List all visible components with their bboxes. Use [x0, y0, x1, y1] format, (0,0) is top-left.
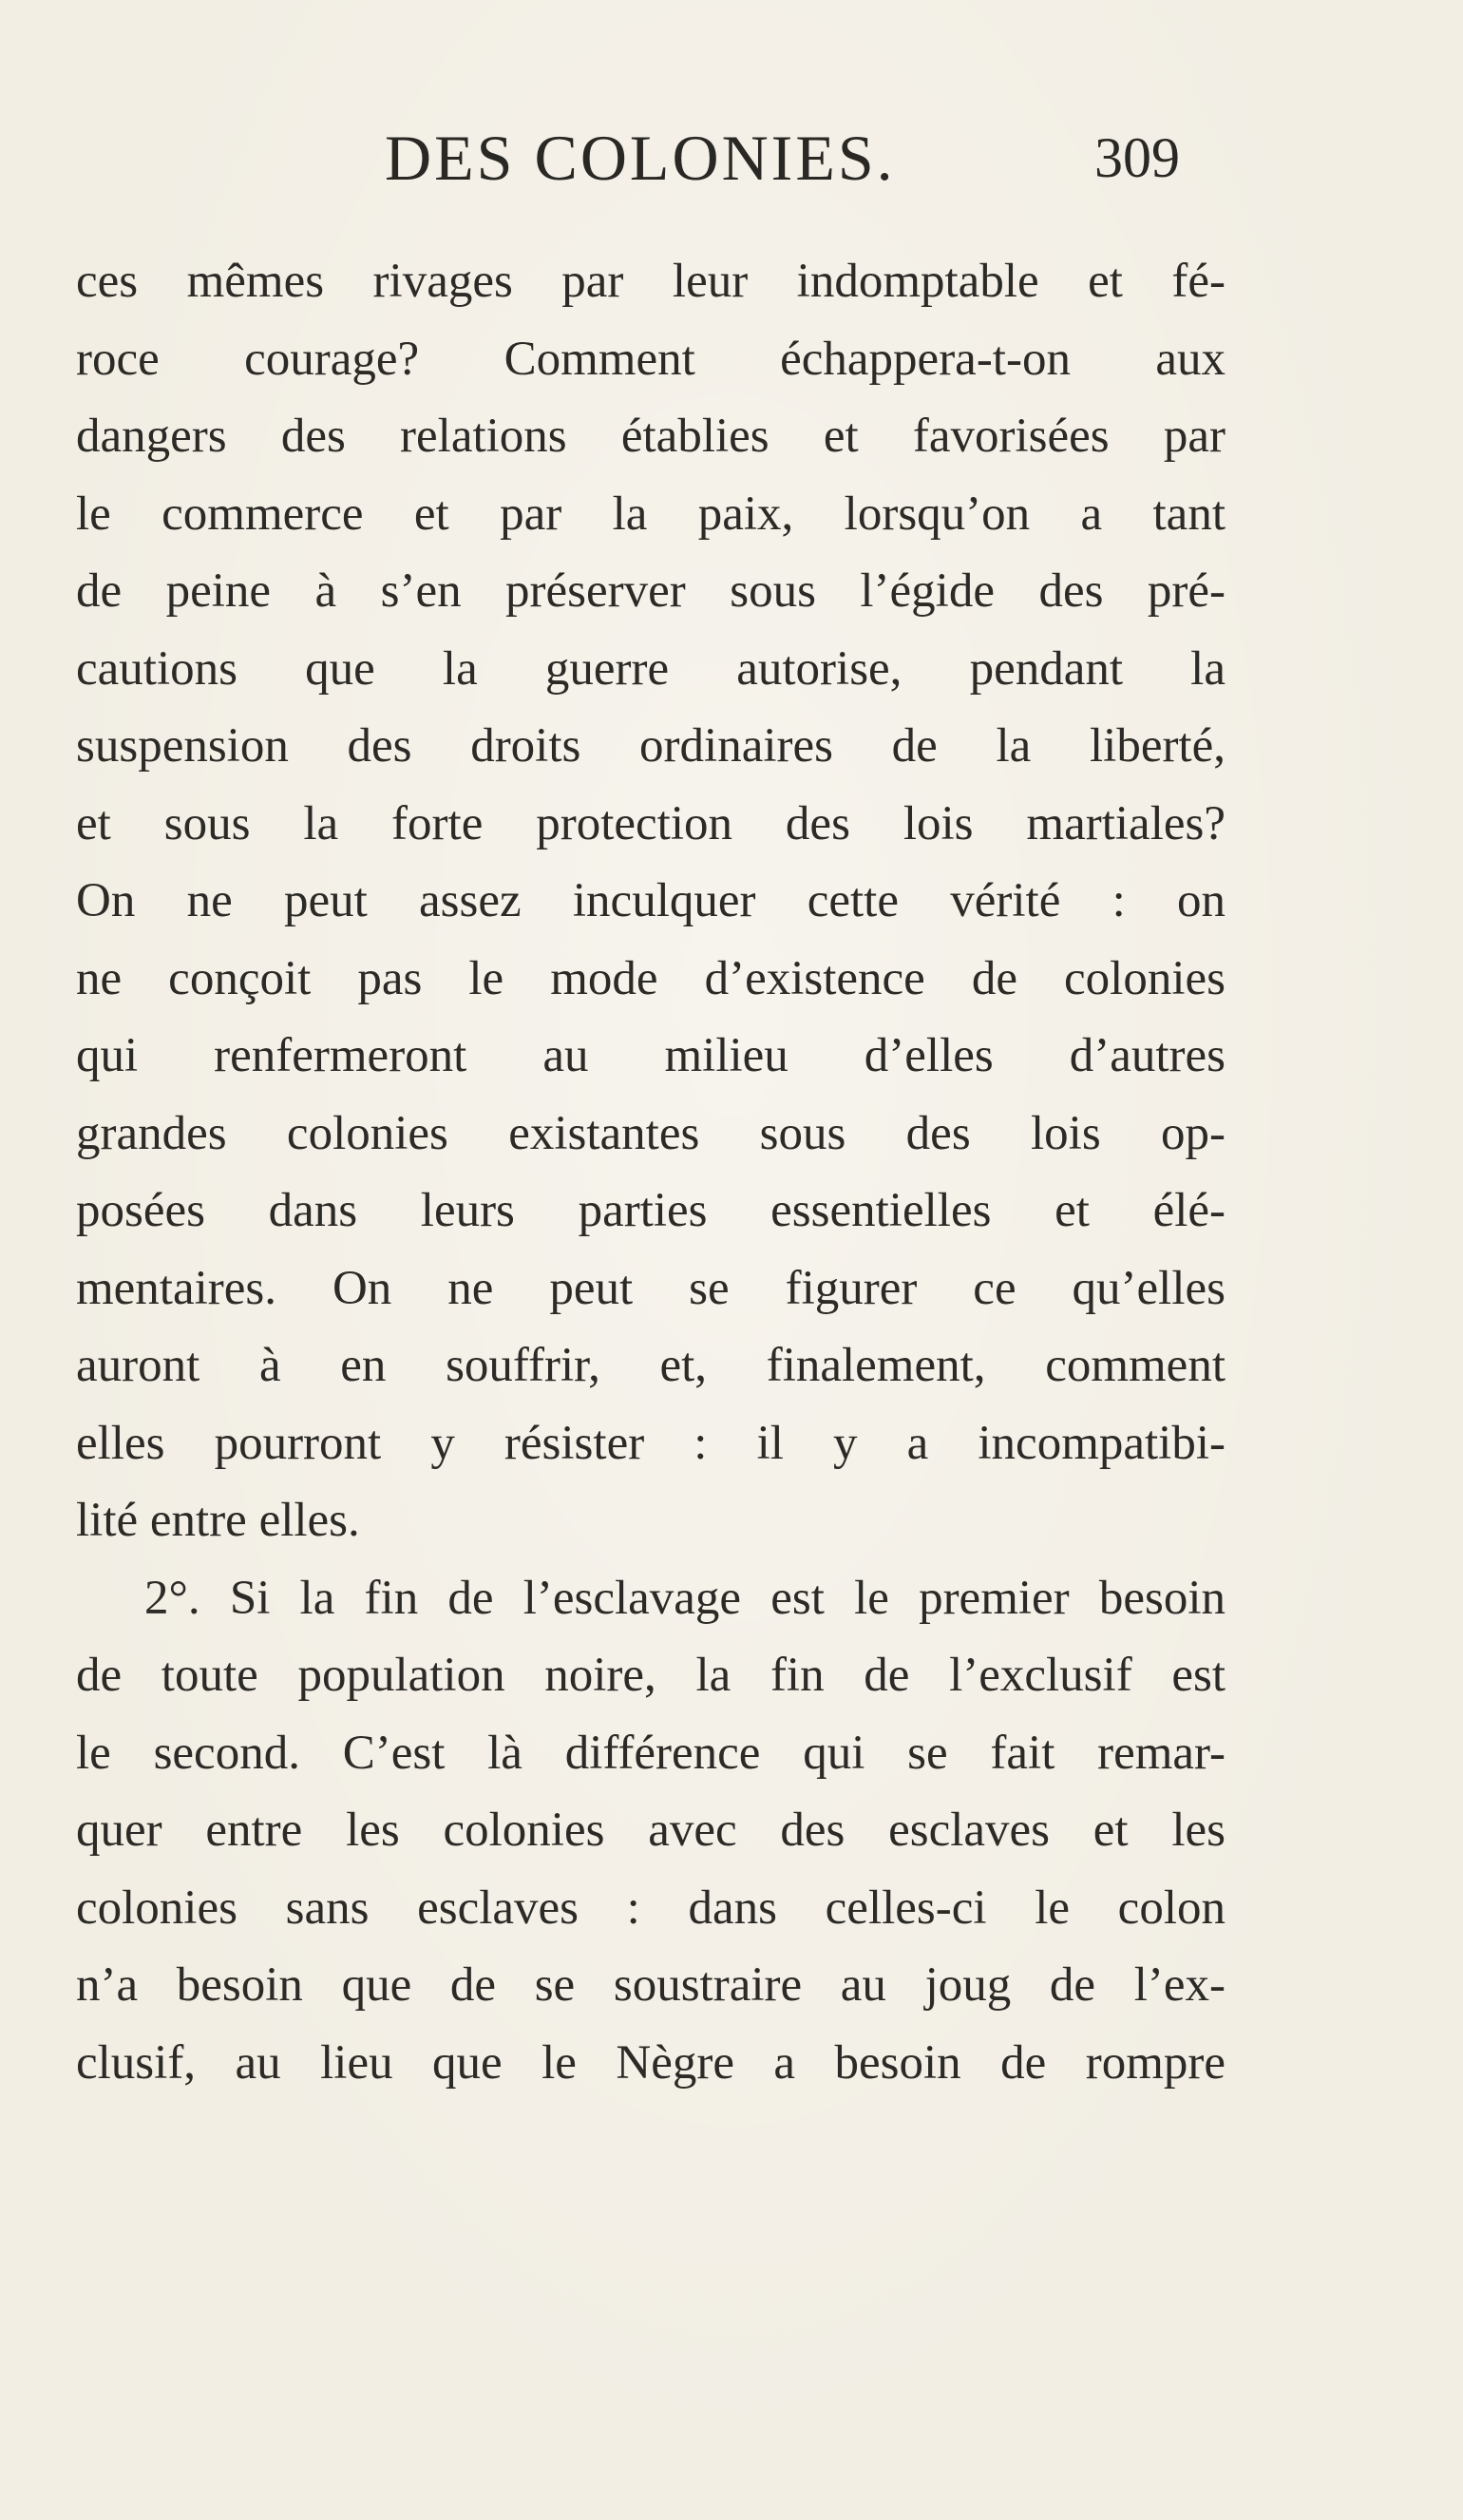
text-line: ces mêmes rivages par leur indomptable et fé- [76, 255, 1226, 308]
text-line: dangers des relations établies et favorisées par [76, 410, 1226, 463]
text-line: On ne peut assez inculquer cette vérité : on [76, 874, 1226, 927]
text-line: elles pourront y résister : il y a incompatibi- [76, 1416, 1226, 1470]
text-line: le commerce et par la paix, lorsqu’on a tant [76, 487, 1226, 541]
body-text [76, 243, 1226, 2102]
paragraph-first-line: 2°. Si la fin de l’esclavage est le premier besoin [144, 1571, 1226, 1625]
text-line: lité entre elles. [76, 1494, 360, 1547]
text-line: quer entre les colonies avec des esclaves et les [76, 1804, 1226, 1857]
text-line: de peine à s’en préserver sous l’égide des pré- [76, 564, 1226, 618]
running-head [0, 120, 1463, 196]
text-line: ne conçoit pas le mode d’existence de colonies [76, 951, 1226, 1005]
running-title: DES COLONIES. [385, 122, 896, 194]
text-line: clusif, au lieu que le Nègre a besoin de rompre [76, 2035, 1226, 2090]
text-line: n’a besoin que de se soustraire au joug de l’ex- [76, 1958, 1226, 2012]
text-line: mentaires. On ne peut se figurer ce qu’elles [76, 1261, 1226, 1315]
text-line: et sous la forte protection des lois martiales? [76, 796, 1226, 850]
text-line: posées dans leurs parties essentielles et élé- [76, 1184, 1226, 1237]
text-line: de toute population noire, la fin de l’exclusif est [76, 1649, 1226, 1702]
text-line: cautions que la guerre autorise, pendant la [76, 641, 1226, 696]
text-line: le second. C’est là différence qui se fait remar- [76, 1726, 1226, 1780]
page-number: 309 [1094, 126, 1180, 189]
text-line: roce courage? Comment échappera-t-on aux [76, 332, 1226, 386]
text-line: qui renfermeront au milieu d’elles d’autres [76, 1029, 1226, 1082]
text-line: auront à en souffrir, et, finalement, comment [76, 1339, 1226, 1392]
text-line: grandes colonies existantes sous des lois op- [76, 1106, 1226, 1160]
text-line: colonies sans esclaves : dans celles-ci le colon [76, 1880, 1226, 1935]
text-line: suspension des droits ordinaires de la liberté, [76, 719, 1226, 773]
